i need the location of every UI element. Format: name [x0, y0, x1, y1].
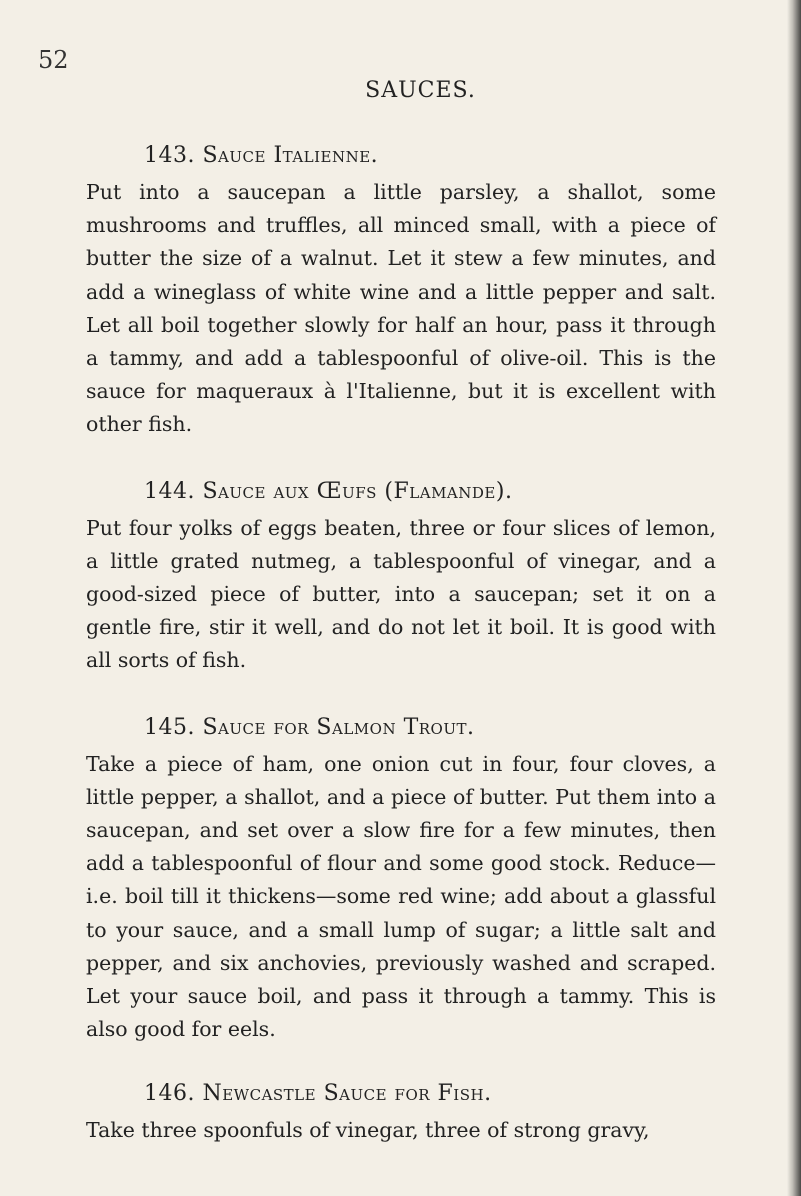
page-content — [86, 140, 716, 1180]
recipe-section-146 — [86, 1078, 716, 1147]
recipe-section-144 — [86, 476, 716, 678]
running-head: SAUCES. — [365, 78, 476, 103]
section-body: Put into a saucepan a little parsley, a shallot, some mushrooms and truffles, all minced small, with a piece of butter the size of a walnut. Let it stew a few minutes, and add a wineglass of white wine and a little pepper and salt. Let all boil together slowly for half an hour, pass it through a tammy, and add a tablespoonful of olive-oil. This is the sauce for maqueraux à l'Italienne, but it is excellent with other fish. — [86, 180, 716, 437]
section-title: 143. Sauce Italienne. — [144, 143, 379, 168]
recipe-section-145 — [86, 712, 716, 1047]
section-body: Take a piece of ham, one onion cut in four, four cloves, a little pepper, a shallot, and a piece of butter. Put them into a saucepan, and set over a slow fire for a few minutes, then add a tablespoonful of flour and some good stock. Reduce—i.e. boil till it thickens—some red wine; add about a glassful to your sauce, and a small lump of sugar; a little salt and pepper, and six anchovies, previously washed and scraped. Let your sauce boil, and pass it through a tammy. This is also good for eels. — [86, 751, 716, 1042]
page-number: 52 — [38, 46, 69, 74]
section-body: Put four yolks of eggs beaten, three or four slices of lemon, a little grated nutmeg, a tablespoonful of vinegar, and a good-sized piece of butter, into a saucepan; set it on a gentle fire, stir it well, and do not let it boil. It is good with all sorts of fish. — [86, 515, 716, 673]
section-title: 146. Newcastle Sauce for Fish. — [144, 1081, 492, 1107]
section-body: Take three spoonfuls of vinegar, three of strong gravy, — [86, 1118, 650, 1143]
section-title: 145. Sauce for Salmon Trout. — [144, 714, 475, 740]
page-edge-shadow — [787, 0, 801, 1196]
section-title: 144. Sauce aux Œufs (Flamande). — [144, 478, 513, 504]
recipe-section-143 — [86, 140, 716, 442]
